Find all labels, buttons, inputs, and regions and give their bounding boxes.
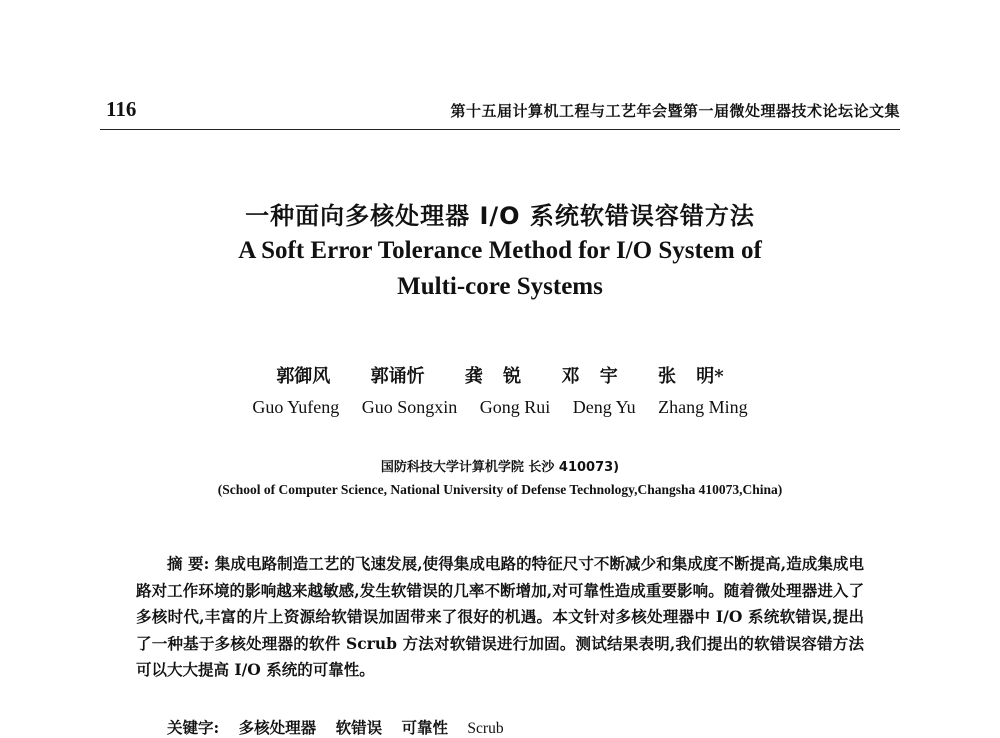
author-en: Deng Yu: [572, 397, 636, 417]
abstract-label: 摘 要:: [167, 554, 210, 573]
paper-title-english: [0, 233, 1000, 305]
paper-title-chinese: 一种面向多核处理器 I/O 系统软错误容错方法: [245, 202, 755, 230]
keywords-label: 关键字:: [167, 718, 220, 737]
keyword: Scrub: [467, 720, 504, 737]
abstract-text: 集成电路制造工艺的飞速发展,使得集成电路的特征尺寸不断减少和集成度不断提高,造成集成电路对工作环境的影响越来越敏感,发生软错误的几率不断增加,对可靠性造成重要影响。随着微处理器进入了多核时代,丰富的片上资源给软错误加固带来了很好的机遇。本文针对多核处理器中 I/O 系统软错误,提出了一种基于多核处理器的软件 Scrub 方法对软错误进行加固。测试结果表明,我们提出的软错误容错方法可以大大提高 I/O 系统的可靠性。: [136, 554, 864, 679]
keyword: 可靠性: [401, 718, 448, 737]
running-title: 第十五届计算机工程与工艺年会暨第一届微处理器技术论坛论文集: [450, 102, 900, 120]
affiliation-chinese: 国防科技大学计算机学院 长沙 410073): [380, 460, 620, 475]
author-cn: 张 明*: [658, 366, 724, 387]
author-cn: 龚 锐: [464, 366, 522, 387]
paper-title-english-line2: Multi-core Systems: [397, 273, 603, 300]
authors-english: [0, 397, 1000, 418]
author-en: Zhang Ming: [658, 397, 748, 417]
keyword: 软错误: [335, 718, 383, 737]
abstract: [136, 551, 864, 684]
author-en: Guo Yufeng: [252, 397, 340, 417]
page-number: 116: [106, 97, 137, 121]
author-cn: 邓 宇: [561, 366, 618, 387]
keyword: 多核处理器: [238, 718, 317, 737]
author-en: Gong Rui: [479, 397, 551, 417]
author-cn: 郭御风: [276, 366, 331, 387]
authors-chinese: [0, 362, 1000, 388]
author-en: Guo Songxin: [361, 397, 458, 417]
paper-title-english-line1: A Soft Error Tolerance Method for I/O System of: [238, 237, 762, 264]
keywords: [167, 716, 518, 738]
affiliation-english: (School of Computer Science, National University of Defense Technology,Changsha 410073,China): [217, 482, 783, 497]
author-cn: 郭诵忻: [370, 366, 425, 387]
header-rule: [100, 129, 900, 130]
